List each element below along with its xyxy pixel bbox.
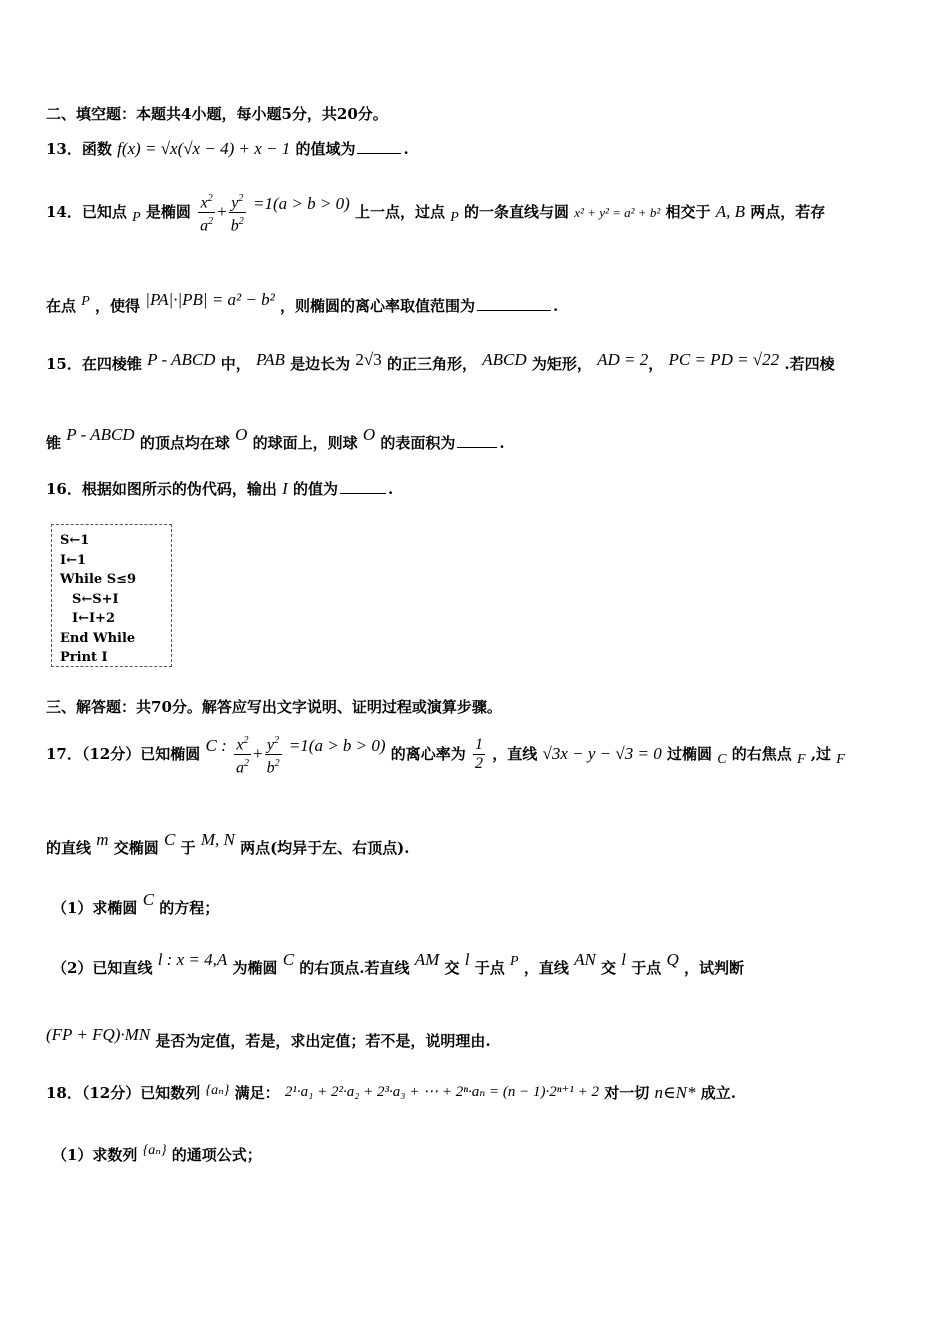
answer-blank <box>477 309 551 311</box>
question-18: 18．（12分）已知数列 {aₙ} 满足： 2¹·a₁ + 2²·a₂ + 2³·a₃ + ⋯ + 2ⁿ·aₙ = (n − 1)·2ⁿ⁺¹ + 2 对一切 n∈N* 成立. <box>46 1083 736 1102</box>
q14-ellipse-frac-x: $\frac{x^2}{a^2}$ <box>198 190 215 236</box>
code-line: I←I+2 <box>72 611 115 626</box>
question-17-part1: （1）求椭圆 C 的方程； <box>52 890 220 917</box>
question-17-part2: （2）已知直线 l : x = 4,A 为椭圆 C 的右顶点.若直线 AM 交 l 于点 P ，直线 AN 交 l 于点 Q ，试判断 <box>52 950 745 977</box>
question-15: 15．在四棱锥 P - ABCD 中， PAB 是边长为 2√3 的正三角形， ABCD 为矩形， AD = 2， PC = PD = √22 .若四棱 <box>46 350 835 373</box>
answer-blank <box>457 446 497 448</box>
question-17-part2-cont: (FP + FQ)·MN 是否为定值，若是，求出定值；若不是，说明理由. <box>46 1025 491 1050</box>
q18-formula: 2¹·a₁ + 2²·a₂ + 2³·a₃ + ⋯ + 2ⁿ·aₙ = (n − 1)·2ⁿ⁺¹ + 2 <box>284 1084 600 1100</box>
question-13: 13．函数 f(x) = √x(√x − 4) + x − 1 的值域为 . <box>46 139 409 158</box>
q14-ellipse-condition: =1(a > b > 0) <box>253 193 350 213</box>
question-14: 14．已知点 P 是椭圆 $\frac{x^2}{a^2}$ + $\frac{y^2}{b^2}$ =1(a > b > 0) 上一点，过点 P 的一条直线与圆 x² + y² = a² + b² 相交于 A, B 两点，若存 <box>46 190 825 236</box>
q13-formula: f(x) = √x(√x − 4) + x − 1 <box>117 139 291 158</box>
code-line: End While <box>60 630 136 646</box>
answer-blank <box>357 152 401 154</box>
question-17: 17．（12分）已知椭圆 C : $\frac{x^2}{a^2}$ + $\frac{y^2}{b^2}$ =1(a > b > 0) 的离心率为 $\frac{1}{2}$ ，直线 √3x − y − √3 = 0 过椭圆 C 的右焦点 F ,过 F <box>46 732 845 778</box>
section2-heading: 二、填空题：本题共4小题，每小题5分，共20分。 <box>46 105 388 123</box>
q17-vector-expression: (FP + FQ)·MN <box>46 1025 151 1044</box>
code-line: Print I <box>60 650 108 665</box>
question-15-cont: 锥 P - ABCD 的顶点均在球 O 的球面上，则球 O 的表面积为 . <box>46 425 505 452</box>
code-line: I←1 <box>60 552 87 568</box>
answer-blank <box>340 492 386 494</box>
question-17-cont: 的直线 m 交椭圆 C 于 M, N 两点(均异于左、右顶点). <box>46 830 410 857</box>
q17-line-equation: √3x − y − √3 = 0 <box>542 743 662 763</box>
question-16: 16．根据如图所示的伪代码，输出 I 的值为 . <box>46 479 394 498</box>
code-line: S←1 <box>60 533 90 548</box>
pseudo-code-box <box>51 524 172 667</box>
code-line: S←S+I <box>72 591 119 607</box>
question-18-part1: （1）求数列 {aₙ} 的通项公式； <box>52 1143 262 1164</box>
q14-condition: |PA|·|PB| = a² − b² <box>145 290 275 309</box>
q14-circle: x² + y² = a² + b² <box>574 204 661 220</box>
code-line: While S≤9 <box>60 572 137 587</box>
q14-ellipse-frac-y: $\frac{y^2}{b^2}$ <box>229 190 246 236</box>
eccentricity-frac: $\frac{1}{2}$ <box>475 736 484 773</box>
question-14-cont: 在点 P ，使得 |PA|·|PB| = a² − b² ，则椭圆的离心率取值范围为 . <box>46 290 559 315</box>
section3-heading: 三、解答题：共70分。解答应写出文字说明、证明过程或演算步骤。 <box>46 698 502 716</box>
